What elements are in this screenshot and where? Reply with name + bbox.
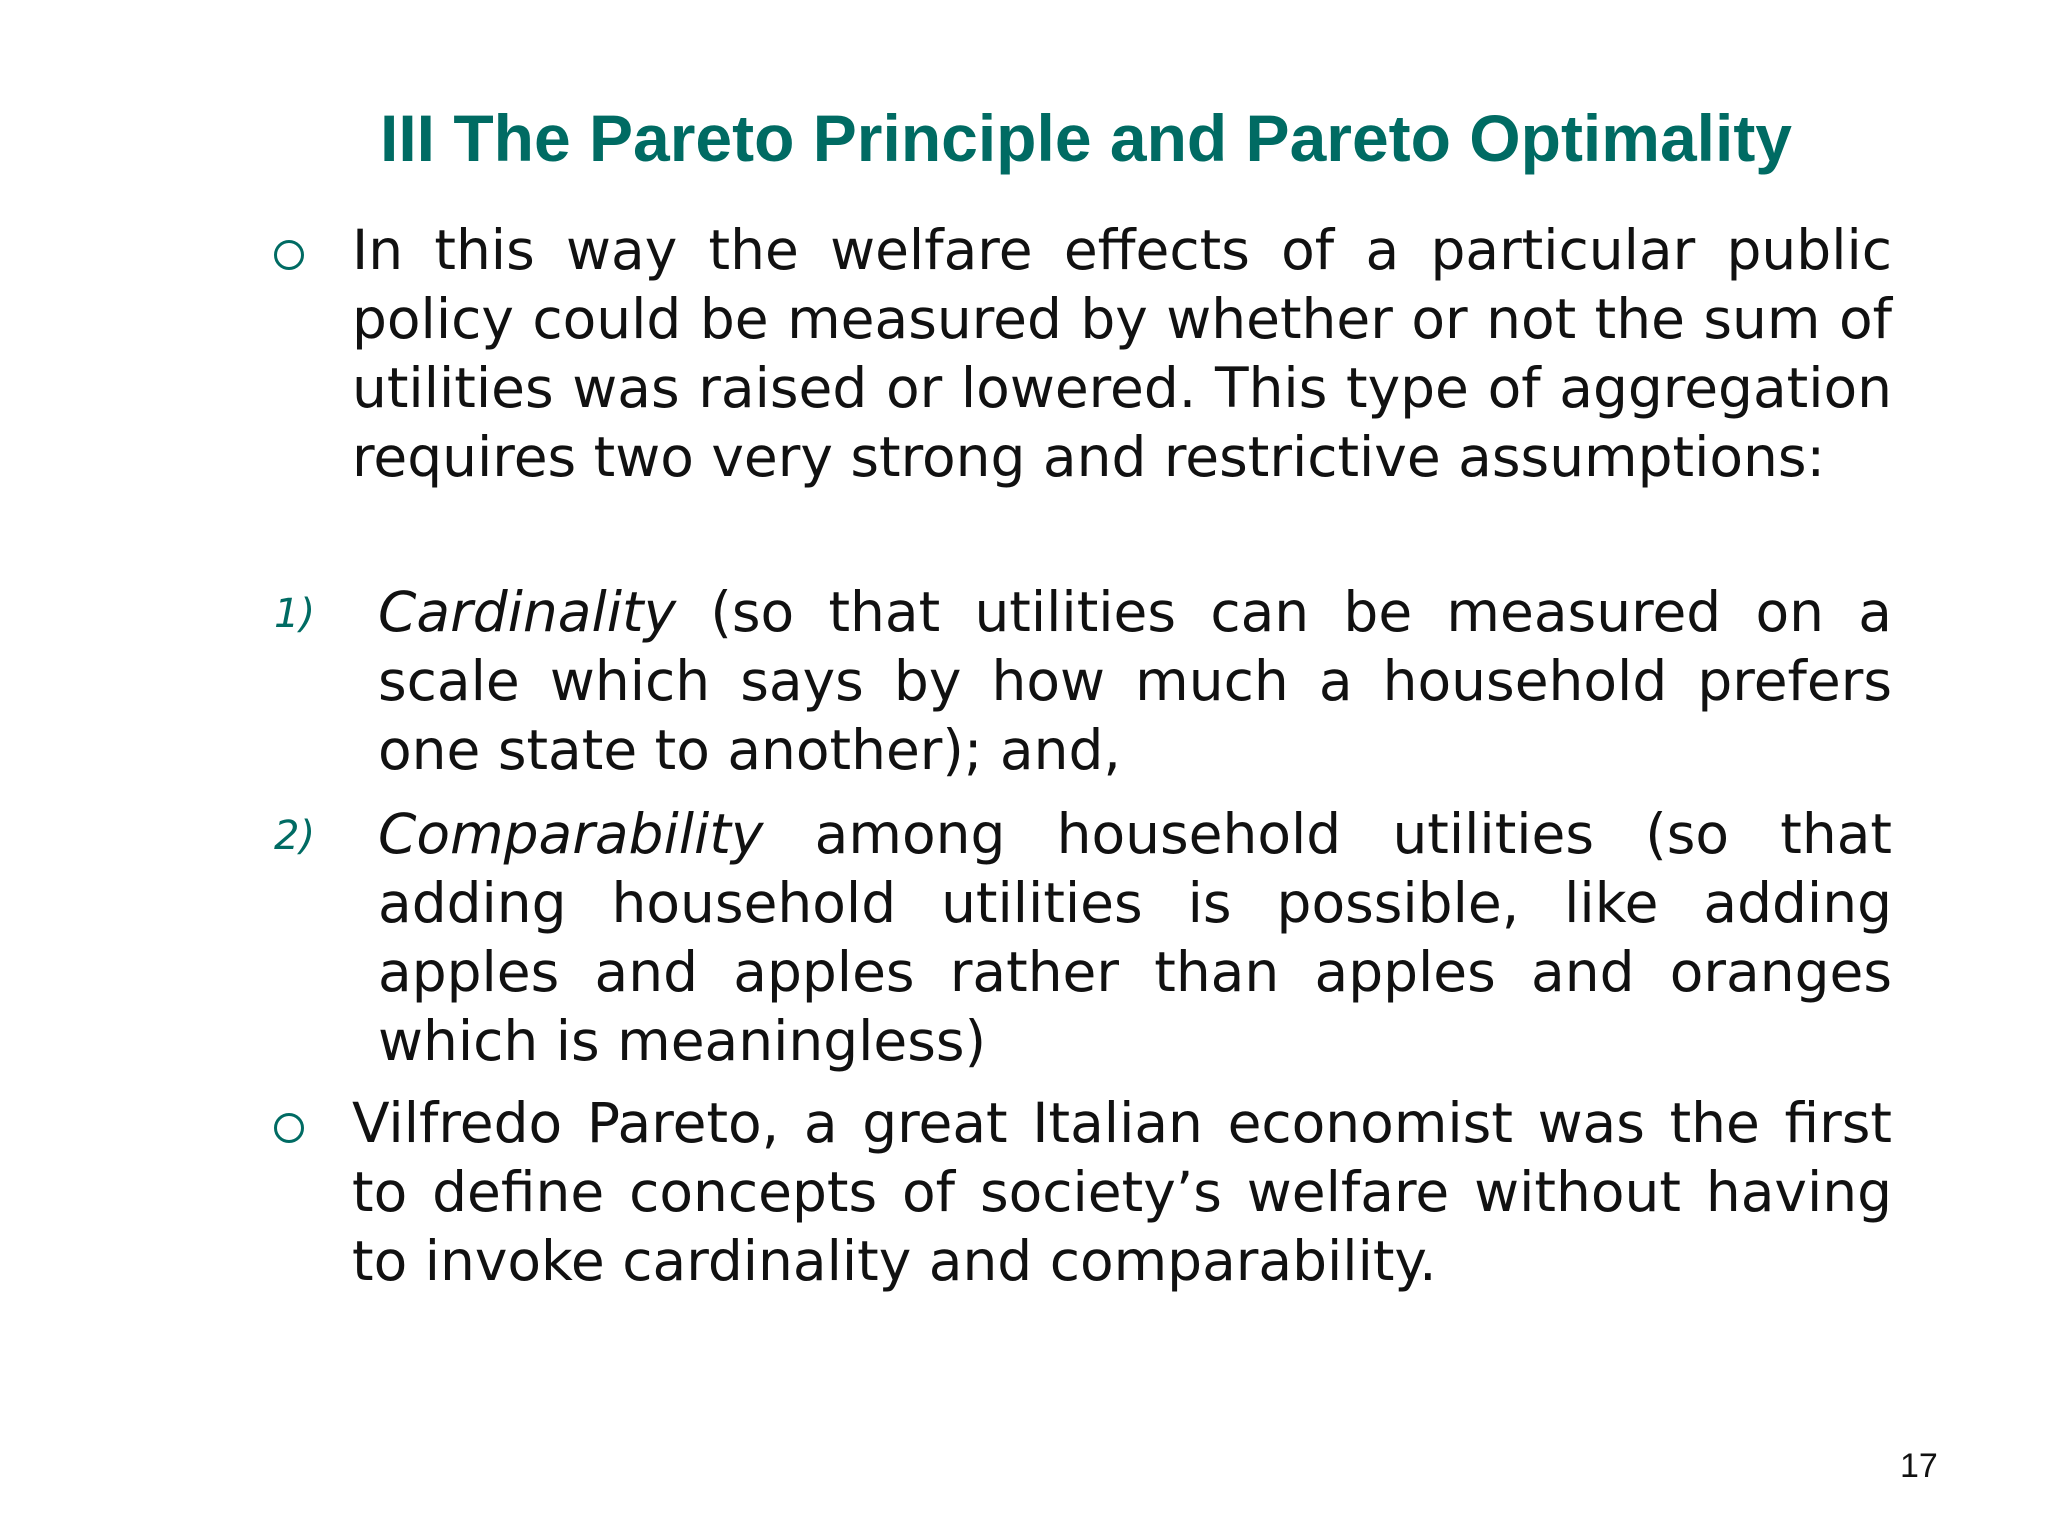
hollow-circle-bullet-icon <box>274 1113 304 1143</box>
list-number: 1) <box>274 591 316 637</box>
bullet-text: Vilfredo Pareto, a great Italian economist was the first to define concepts of society’s welfare without having to invoke cardinality and comparability. <box>352 1091 1892 1293</box>
numbered-item-text <box>378 800 1892 1076</box>
term-cardinality: Cardinality <box>378 580 677 644</box>
term-comparability: Comparability <box>378 802 764 866</box>
slide-title: III The Pareto Principle and Pareto Optimality <box>380 101 1793 175</box>
hollow-circle-bullet-icon <box>274 240 304 270</box>
numbered-item-text <box>378 578 1892 785</box>
bullet-text: In this way the welfare effects of a particular public policy could be measured by whether or not the sum of utilities was raised or lowered. This type of aggregation requires two very strong and restrictive assumptions: <box>352 218 1892 489</box>
page-number: 17 <box>1900 1447 1938 1485</box>
cardinality-description: (so that utilities can be measured on a scale which says by how much a household prefers one state to another); and, <box>378 580 1892 782</box>
list-number: 2) <box>274 813 316 859</box>
comparability-description: among household utilities (so that adding household utilities is possible, like adding apples and apples rather than apples and oranges which is meaningless) <box>378 802 1892 1073</box>
